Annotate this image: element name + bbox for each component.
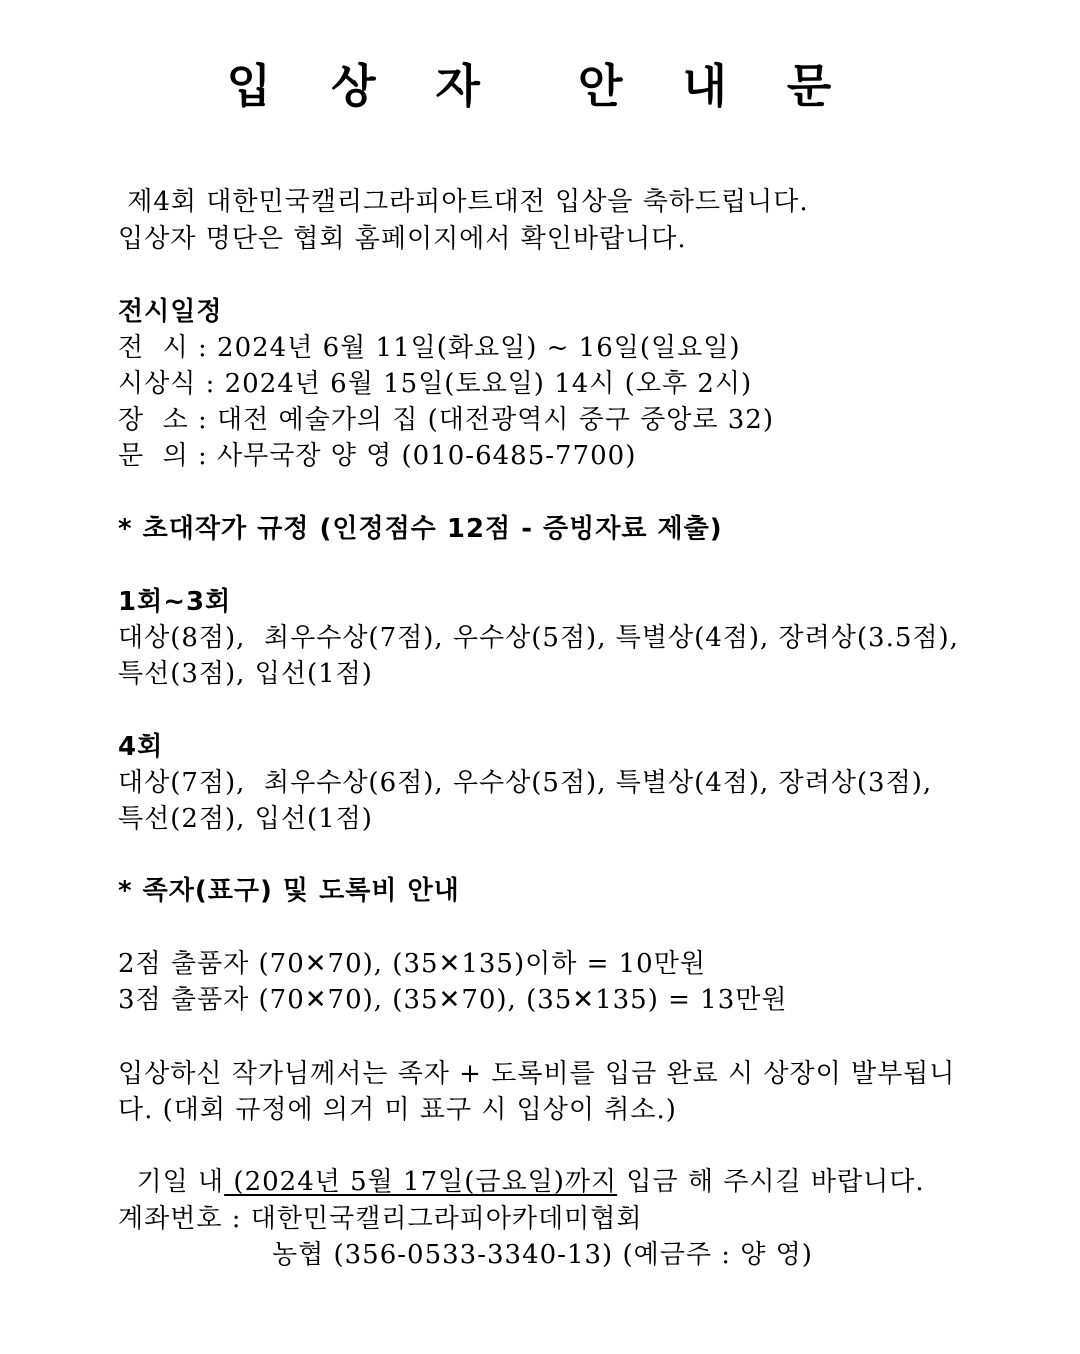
payment-line-3: [118, 1128, 925, 1200]
fees-line-1: 2점 출품자 (70✕70), (35✕135)이하 = 10만원: [118, 949, 706, 979]
round4-scores-line-1: 대상(7점), 최우수상(6점), 우수상(5점), 특별상(4점), 장려상(3점),: [118, 768, 933, 798]
payment-line-2: 다. (대회 규정에 의거 미 표구 시 입상이 취소.): [118, 1095, 677, 1125]
schedule-inquiry: 문 의 : 사무국장 양 영 (010-6485-7700): [118, 441, 637, 471]
intro-line-1: 제4회 대한민국캘리그라피아트대전 입상을 축하드립니다.: [118, 187, 809, 217]
invited-heading: * 초대작가 규정 (인정점수 12점 - 증빙자료 제출): [118, 514, 723, 544]
intro-line-2: 입상자 명단은 협회 홈페이지에서 확인바랍니다.: [118, 224, 687, 254]
schedule-ceremony: 시상식 : 2024년 6월 15일(토요일) 14시 (오후 2시): [118, 369, 753, 399]
round1-scores-line-2: 특선(3점), 입선(1점): [118, 659, 373, 689]
round1-heading: 1회~3회: [118, 587, 232, 617]
account-line-1: 계좌번호 : 대한민국캘리그라피아카데미협회: [118, 1204, 643, 1234]
payment-deadline-suffix: 입금 해 주시길 바랍니다.: [617, 1167, 925, 1197]
payment-deadline-prefix: 기일 내: [136, 1167, 225, 1197]
schedule-heading: 전시일정: [118, 297, 223, 327]
payment-line-1: 입상하신 작가님께서는 족자 + 도록비를 입금 완료 시 상장이 발부됩니: [118, 1059, 956, 1089]
round1-scores-line-1: 대상(8점), 최우수상(7점), 우수상(5점), 특별상(4점), 장려상(3.5점),: [118, 623, 959, 653]
schedule-venue: 장 소 : 대전 예술가의 집 (대전광역시 중구 중앙로 32): [118, 405, 774, 435]
fees-heading: * 족자(표구) 및 도록비 안내: [118, 876, 460, 906]
round4-heading: 4회: [118, 732, 164, 762]
schedule-exhibition: 전 시 : 2024년 6월 11일(화요일) ~ 16일(일요일): [118, 333, 741, 363]
account-line-2: 농협 (356-0533-3340-13) (예금주 : 양 영): [272, 1240, 813, 1270]
fees-line-2: 3점 출품자 (70✕70), (35✕70), (35✕135) = 13만원: [118, 985, 788, 1015]
payment-deadline: (2024년 5월 17일(금요일)까지: [224, 1167, 618, 1197]
round4-scores-line-2: 특선(2점), 입선(1점): [118, 804, 373, 834]
document-title: 입 상 자 안 내 문: [226, 59, 854, 113]
